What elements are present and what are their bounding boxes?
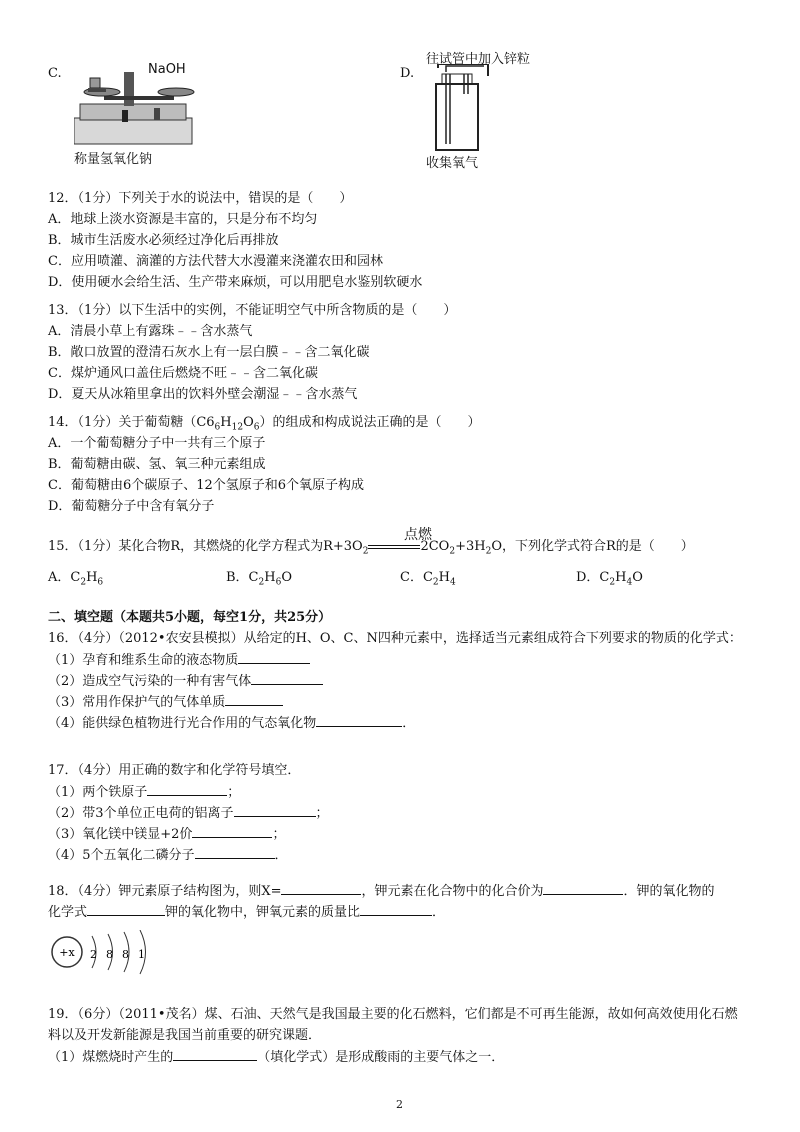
fill-item-1: （1）两个铁原子 ； [48,781,768,802]
shell-2-count: 8 [106,948,113,961]
shell-3-count: 8 [122,948,129,961]
option-a: A．一个葡萄糖分子中一共有三个原子 [48,436,266,451]
option-c-letter: C. [48,66,62,81]
question-18 [48,880,768,922]
question-17 [48,760,768,865]
question-stem: 12．（1分）下列关于水的说法中，错误的是（ ） [48,191,353,206]
option-c: C．$C_2H_4$ [400,570,456,588]
fill-item-2: （2）带3个单位正电荷的铝离子 ； [48,802,768,823]
option-d-top-label: 往试管中加入锌粒 [426,52,531,67]
question-line-2: 料以及开发新能源是我国当前重要的研究课题． [48,1028,322,1043]
shell-4-count: 1 [138,948,145,961]
shell-1-count: 2 [90,948,97,961]
question-stem: 17．（4分）用正确的数字和化学符号填空． [48,763,301,778]
section-heading: 二、填空题（本题共5小题，每空1分，共25分） [48,610,332,625]
option-d-letter: D. [400,66,415,81]
question-16 [48,628,768,733]
option-b: B．敞口放置的澄清石灰水上有一层白膜﹣﹣含二氧化碳 [48,345,370,360]
question-stem: 16．（4分）（2012•农安县模拟）从给定的H、O、C、N四种元素中，选择适当元素组成符合下列要求的物质的化学式： [48,631,742,646]
fill-item-3: （3）常用作保护气的气体单质 [48,691,768,712]
option-d: D．$C_2H_4O$ [576,570,643,588]
option-b: B．城市生活废水必须经过净化后再排放 [48,233,279,248]
option-a: A．地球上淡水资源是丰富的，只是分布不均匀 [48,212,318,227]
question-stem: 14．（1分）关于葡萄糖$(C6_6H_{12}O_6)$的组成和构成说法正确的是（ ） [48,415,481,433]
question-13 [48,300,768,405]
question-19 [48,1004,768,1067]
option-c: C．应用喷灌、滴灌的方法代替大水漫灌来浇灌农田和园林 [48,254,383,269]
fill-item-3: （3）氧化镁中镁显+2价 ； [48,823,768,844]
option-d-caption: 收集氧气 [426,156,479,171]
question-12 [48,188,768,293]
option-b: B．葡萄糖由碳、氢、氧三种元素组成 [48,457,266,472]
question-14 [48,412,768,517]
reaction-condition: 点燃 [404,527,432,543]
option-c: C．葡萄糖由6个碳原子、12个氢原子和6个氧原子构成 [48,478,365,493]
option-a: A．$C_2H_6$ [48,570,104,588]
question-line-1: 19．（6分）（2011•茂名）煤、石油、天然气是我国最主要的化石燃料，它们都是不可再生能源，故如何高效使用化石燃 [48,1007,738,1022]
option-d: D．葡萄糖分子中含有氧分子 [48,499,215,514]
option-d: D．使用硬水会给生活、生产带来麻烦，可以用肥皂水鉴别软硬水 [48,275,423,290]
option-b: B．$C_2H_6O$ [226,570,292,588]
question-15-stem: 15．（1分）某化合物R，其燃烧的化学方程式为$R+3O_2$ $2CO_2+3H_2O$，下列化学式符合R的是（ ） [48,539,694,557]
fill-item-4: （4）能供绿色植物进行光合作用的气态氧化物 ． [48,712,768,733]
naoh-label: NaOH [148,62,186,77]
option-d: D．夏天从冰箱里拿出的饮料外壁会潮湿﹣﹣含水蒸气 [48,387,358,402]
question-line-2: 化学式 钾的氧化物中，钾氧元素的质量比 ． [48,901,768,922]
fill-item-2: （2）造成空气污染的一种有害气体 [48,670,768,691]
atom-structure-diagram [48,930,158,980]
option-c: C．煤炉通风口盖住后燃烧不旺﹣﹣含二氧化碳 [48,366,318,381]
fill-item-4: （4）5个五氧化二磷分子 ． [48,844,768,865]
page-number: 2 [396,1098,403,1111]
gas-bottle-figure [424,64,494,154]
option-c-caption: 称量氢氧化钠 [74,152,153,167]
nucleus-label: +x [59,946,75,959]
question-stem: 13．（1分）以下生活中的实例，不能证明空气中所含物质的是（ ） [48,303,457,318]
option-a: A．清晨小草上有露珠﹣﹣含水蒸气 [48,324,253,339]
fill-item-1: （1）煤燃烧时产生的 （填化学式）是形成酸雨的主要气体之一． [48,1046,768,1067]
question-line-1: 18．（4分）钾元素原子结构图为，则X= ，钾元素在化合物中的化合价为 ．钾的氧化物的 [48,880,768,901]
fill-item-1: （1）孕育和维系生命的液态物质 [48,649,768,670]
